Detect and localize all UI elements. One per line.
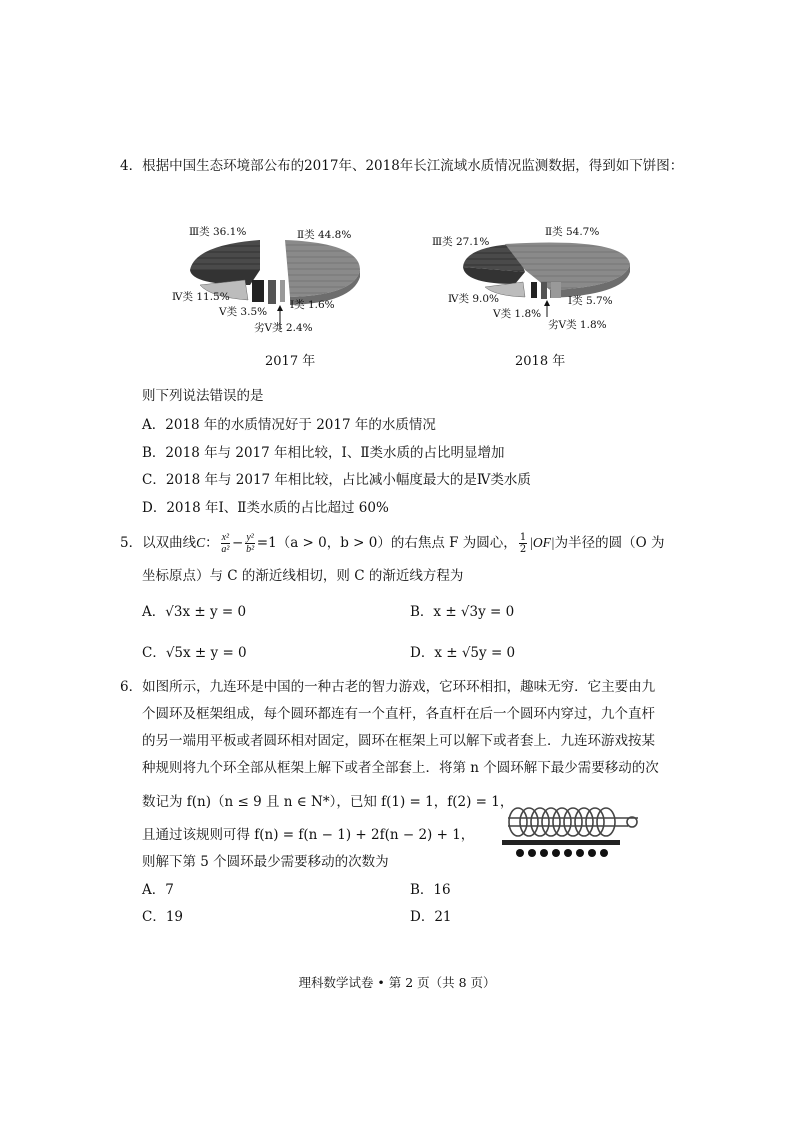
q5-frac-x-a — [221, 532, 230, 555]
pie2017-label-ii: Ⅱ类 44.8% — [297, 229, 352, 241]
frac-y2: y² — [246, 531, 254, 543]
q4-option-a: A．2018 年的水质情况好于 2017 年的水质情况 — [142, 417, 436, 433]
frac-a2: a² — [221, 543, 230, 555]
pie2017-label-i: Ⅰ类 1.6% — [290, 299, 335, 311]
q6-option-a: A．7 — [142, 882, 174, 898]
pie2017-label-iv: Ⅳ类 11.5% — [172, 291, 230, 303]
pie2017-label-inferior-v: 劣Ⅴ类 2.4% — [254, 322, 313, 334]
q5-frac-y-b — [245, 532, 254, 555]
slice-i-2018 — [551, 282, 561, 298]
q5-curve-c: C — [196, 535, 206, 550]
q5-text-1: 以双曲线 — [142, 535, 197, 551]
slice-inferior-v-2017 — [268, 280, 276, 304]
slice-v-2018 — [531, 282, 537, 298]
pie2017-label-iii: Ⅲ类 36.1% — [189, 226, 247, 238]
q5-minus: − — [232, 535, 244, 551]
frac-b2: b² — [246, 543, 255, 555]
q5-option-d: D．x ± √5y = 0 — [410, 645, 516, 661]
q4-stem: 4．根据中国生态环境部公布的2017年、2018年长江流域水质情况监测数据，得到如下饼图： — [120, 158, 684, 174]
q5-text-2: 为半径的圆（O 为 — [554, 535, 665, 551]
q5-line1 — [120, 528, 664, 558]
q6-line-5: 数记为 f(n)（n ≤ 9 且 n ∈ N*），已知 f(1) = 1，f(2) = 1， — [142, 794, 514, 810]
pie2018-label-ii: Ⅱ类 54.7% — [545, 226, 600, 238]
q4-option-d: D．2018 年Ⅰ、Ⅱ类水质的占比超过 60% — [142, 500, 389, 516]
q4-prompt: 则下列说法错误的是 — [142, 388, 264, 404]
q6-line-4: 种规则将九个环全部从框架上解下或者全部套上．将第 n 个圆环解下最少需要移动的次 — [142, 760, 659, 776]
q4-option-b: B．2018 年与 2017 年相比较，Ⅰ、Ⅱ类水质的占比明显增加 — [142, 445, 505, 461]
pie2018-label-iv: Ⅳ类 9.0% — [448, 293, 500, 305]
frac-half-num: 1 — [519, 531, 527, 543]
q5-eq1: =1 — [256, 535, 277, 551]
page-footer: 理科数学试卷 • 第 2 页（共 8 页） — [298, 975, 496, 990]
q6-line-7: 则解下第 5 个圆环最少需要移动的次数为 — [142, 854, 389, 870]
q6-option-d: D．21 — [410, 909, 452, 925]
q5-of: |OF| — [529, 535, 555, 550]
pie2018-year: 2018 年 — [515, 354, 566, 369]
q5-colon: ： — [205, 535, 219, 551]
pie2018-label-i: Ⅰ类 5.7% — [568, 295, 613, 307]
nine-rings-illustration — [498, 800, 644, 864]
q5-number: 5． — [120, 535, 143, 551]
frac-half-den: 2 — [519, 543, 527, 555]
pie2018-label-v: Ⅴ类 1.8% — [493, 308, 542, 320]
q5-option-a: A．√3x ± y = 0 — [142, 604, 247, 620]
q4-option-c: C．2018 年与 2017 年相比较，占比减小幅度最大的是Ⅳ类水质 — [142, 472, 531, 488]
pie2018-label-iii: Ⅲ类 27.1% — [432, 236, 490, 248]
pie2017-label-v: Ⅴ类 3.5% — [219, 306, 268, 318]
q5-condition: （a > 0，b > 0）的右焦点 F 为圆心， — [276, 535, 517, 551]
q6-option-b: B．16 — [410, 882, 451, 898]
q6-line-1: 6．如图所示，九连环是中国的一种古老的智力游戏，它环环相扣，趣味无穷．它主要由九 — [120, 679, 656, 695]
q5-option-c: C．√5x ± y = 0 — [142, 645, 247, 661]
pie2017-year: 2017 年 — [265, 354, 316, 369]
q6-line-6: 且通过该规则可得 f(n) = f(n − 1) + 2f(n − 2) + 1， — [142, 827, 475, 843]
q6-line-3: 的另一端用平板或者圆环相对固定，圆环在框架上可以解下或者套上．九连环游戏按某 — [142, 733, 655, 749]
frac-x2: x² — [221, 531, 230, 543]
q6-line-2: 个圆环及框架组成，每个圆环都连有一个直杆，各直杆在后一个圆环内穿过，九个直杆 — [142, 706, 655, 722]
slice-v-2017 — [252, 280, 264, 302]
q5-line2: 坐标原点）与 C 的渐近线相切，则 C 的渐近线方程为 — [142, 568, 464, 584]
slice-iii-2017 — [190, 240, 260, 270]
pie2018-label-inferior-v: 劣Ⅴ类 1.8% — [548, 319, 607, 331]
slice-i-2017 — [280, 280, 285, 302]
slice-inferior-v-2018 — [541, 282, 547, 299]
q6-option-c: C．19 — [142, 909, 184, 925]
q5-option-b: B．x ± √3y = 0 — [410, 604, 515, 620]
q5-frac-half — [519, 532, 527, 555]
